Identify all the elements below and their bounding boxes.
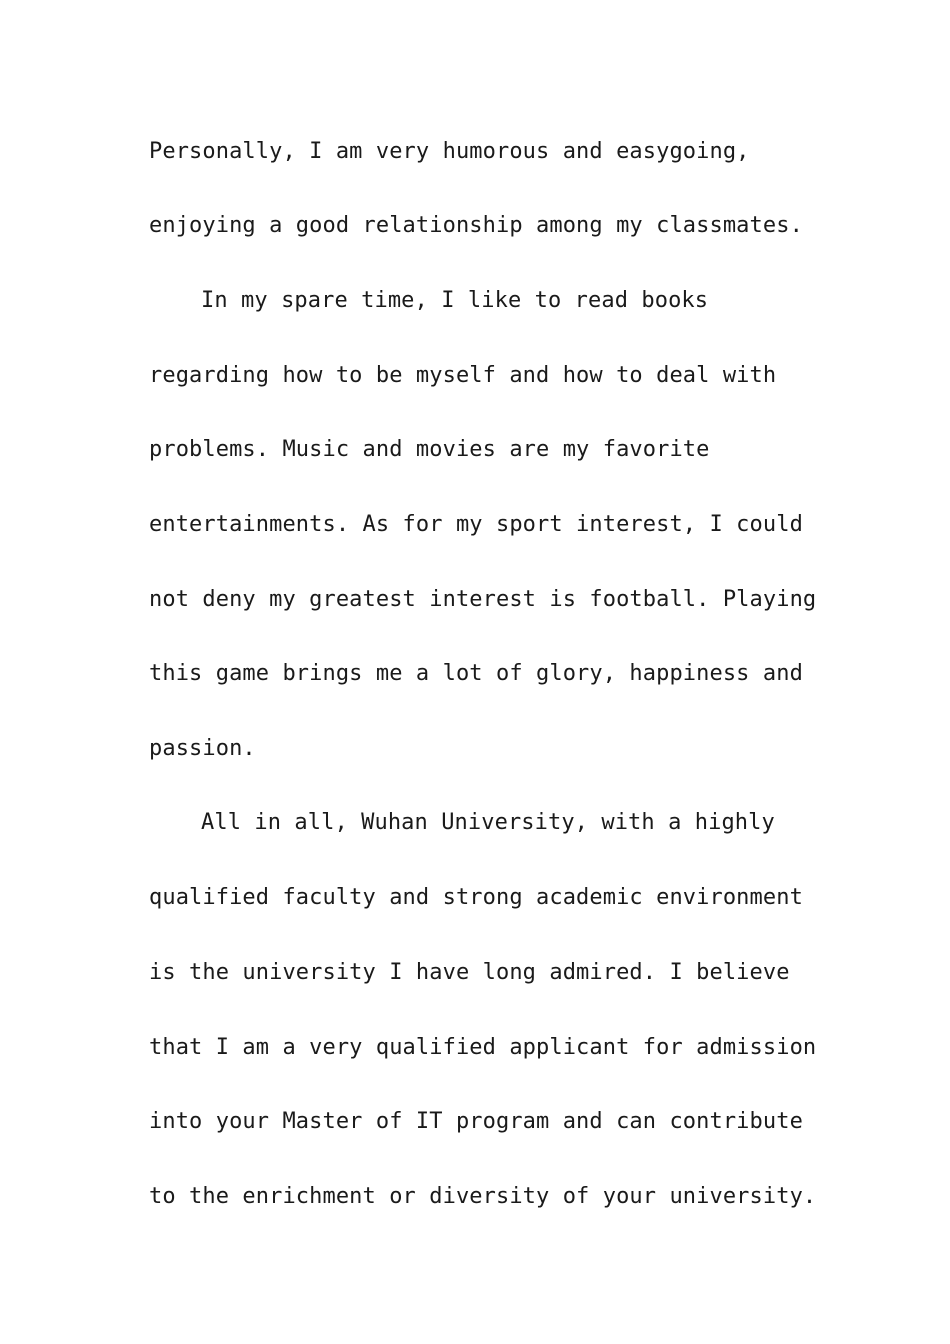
text-line: not deny my greatest interest is football. Playing <box>149 587 817 612</box>
text-line: enjoying a good relationship among my classmates. <box>149 213 803 238</box>
text-line: problems. Music and movies are my favorite <box>149 437 710 462</box>
text-line: entertainments. As for my sport interest, I could <box>149 512 803 537</box>
text-line: is the university I have long admired. I believe <box>149 960 790 985</box>
text-line: into your Master of IT program and can contribute <box>149 1109 803 1134</box>
text-line: that I am a very qualified applicant for admission <box>149 1035 817 1060</box>
text-line: regarding how to be myself and how to deal with <box>149 363 777 388</box>
paragraph-first-line: All in all, Wuhan University, with a highly <box>201 810 775 835</box>
text-line: passion. <box>149 736 256 761</box>
text-line: qualified faculty and strong academic environment <box>149 885 803 910</box>
paragraph-first-line: In my spare time, I like to read books <box>201 288 709 313</box>
text-line: this game brings me a lot of glory, happiness and <box>149 661 803 686</box>
text-line: Personally, I am very humorous and easygoing, <box>149 139 750 164</box>
text-line: to the enrichment or diversity of your university. <box>149 1184 817 1209</box>
